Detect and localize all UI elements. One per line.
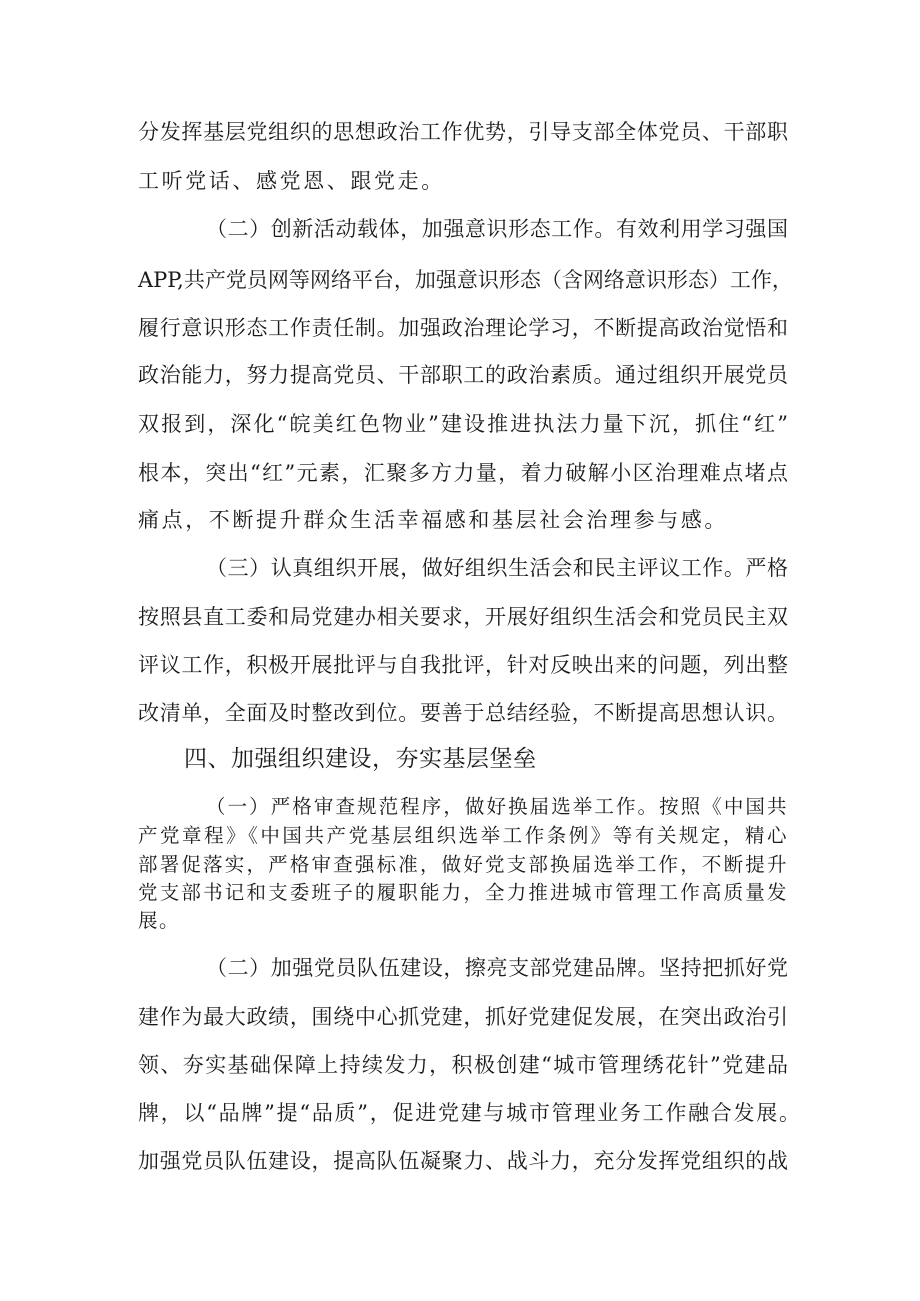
paragraph-2-line-3: 履行意识形态工作责任制。加强政治理论学习，不断提高政治觉悟和: [138, 316, 788, 340]
paragraph-4-line-3: 部署促落实，严格审查强标准，做好党支部换届选举工作，不断提升: [138, 853, 788, 876]
paragraph-2-line-7: 痛点，不断提升群众生活幸福感和基层社会治理参与感。: [138, 508, 728, 532]
paragraph-2-line-6: 根本，突出“红”元素，汇聚多方力量，着力破解小区治理难点堵点: [138, 461, 788, 485]
paragraph-3-line-2: 按照县直工委和局党建办相关要求，开展好组织生活会和党员民主双: [138, 605, 788, 629]
paragraph-4-line-5: 展。: [138, 909, 181, 932]
paragraph-5-line-4: 牌，以“品牌”提“品质”，促进党建与城市管理业务工作融合发展。: [138, 1101, 800, 1125]
paragraph-5-line-3: 领、夯实基础保障上持续发力，积极创建“城市管理绣花针”党建品: [138, 1053, 788, 1077]
section-heading: 四、加强组织建设，夯实基层堡垒: [184, 746, 537, 772]
paragraph-3-line-3: 评议工作，积极开展批评与自我批评，针对反映出来的问题，列出整: [138, 653, 788, 677]
paragraph-1-line-2: 工听党话、感党恩、跟党走。: [138, 169, 445, 193]
paragraph-2-line-1: （二）创新活动载体，加强意识形态工作。有效利用学习强国: [206, 217, 788, 241]
paragraph-3-line-1: （三）认真组织开展，做好组织生活会和民主评议工作。严格: [206, 556, 788, 580]
paragraph-4-line-2: 产党章程》《中国共产党基层组织选举工作条例》等有关规定，精心: [138, 824, 788, 847]
paragraph-2-line-4: 政治能力，努力提高党员、干部职工的政治素质。通过组织开展党员: [138, 363, 788, 387]
paragraph-5-line-5: 加强党员队伍建设，提高队伍凝聚力、战斗力，充分发挥党组织的战: [138, 1149, 788, 1173]
paragraph-2-line-5: 双报到，深化“皖美红色物业”建设推进执法力量下沉，抓住“红”: [138, 412, 788, 436]
paragraph-4-line-4: 党支部书记和支委班子的履职能力，全力推进城市管理工作高质量发: [138, 881, 788, 904]
paragraph-4-line-1: （一）严格审查规范程序，做好换届选举工作。按照《中国共: [206, 795, 788, 818]
paragraph-3-line-4: 改清单，全面及时整改到位。要善于总结经验，不断提高思想认识。: [138, 701, 788, 725]
paragraph-1-line-1: 分发挥基层党组织的思想政治工作优势，引导支部全体党员、干部职: [138, 120, 788, 144]
paragraph-5-line-2: 建作为最大政绩，围绕中心抓党建，抓好党建促发展，在突出政治引: [138, 1005, 788, 1029]
paragraph-5-line-1: （二）加强党员队伍建设，擦亮支部党建品牌。坚持把抓好党: [206, 956, 788, 980]
paragraph-2-line-2: APP,共产党员网等网络平台，加强意识形态（含网络意识形态）工作，: [138, 268, 793, 292]
